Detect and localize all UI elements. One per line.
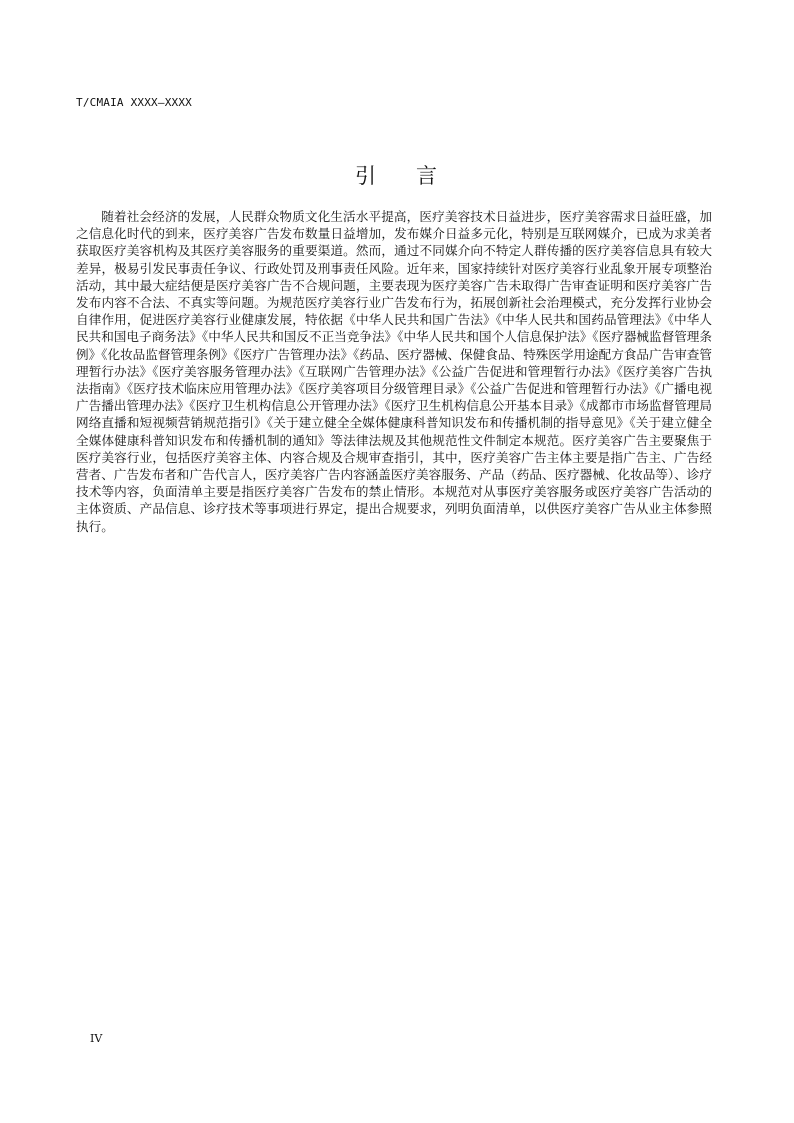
document-code: T/CMAIA XXXX—XXXX [76, 96, 192, 109]
title-char-2: 言 [416, 164, 439, 188]
introduction-paragraph: 随着社会经济的发展，人民群众物质文化生活水平提高，医疗美容技术日益进步，医疗美容需求日益旺盛，加之信息化时代的到来，医疗美容广告发布数量日益增加，发布媒介日益多元化，特别是互联网媒介，已成为求美者获取医疗美容机构及其医疗美容服务的重要渠道。然而，通过不同媒介向不特定人群传播的医疗美容信息具有较大差异，极易引发民事责任争议、行政处罚及刑事责任风险。近年来，国家持续针对医疗美容行业乱象开展专项整治活动，其中最大症结便是医疗美容广告不合规问题，主要表现为医疗美容广告未取得广告审查证明和医疗美容广告发布内容不合法、不真实等问题。为规范医疗美容行业广告发布行为，拓展创新社会治理模式，充分发挥行业协会自律作用，促进医疗美容行业健康发展，特依据《中华人民共和国广告法》《中华人民共和国药品管理法》《中华人民共和国电子商务法》《中华人民共和国反不正当竞争法》《中华人民共和国个人信息保护法》《医疗器械监督管理条例》《化妆品监督管理条例》《医疗广告管理办法》《药品、医疗器械、保健食品、特殊医学用途配方食品广告审查管理暂行办法》《医疗美容服务管理办法》《互联网广告管理办法》《公益广告促进和管理暂行办法》《医疗美容广告执法指南》《医疗技术临床应用管理办法》《医疗美容项目分级管理目录》《公益广告促进和管理暂行办法》《广播电视广告播出管理办法》《医疗卫生机构信息公开管理办法》《医疗卫生机构信息公开基本目录》《成都市市场监督管理局网络直播和短视频营销规范指引》《关于建立健全全媒体健康科普知识发布和传播机制的指导意见》《关于建立健全全媒体健康科普知识发布和传播机制的通知》等法律法规及其他规范性文件制定本规范。医疗美容广告主要聚焦于医疗美容行业，包括医疗美容主体、内容合规及合规审查指引，其中，医疗美容广告主体主要是指广告主、广告经营者、广告发布者和广告代言人，医疗美容广告内容涵盖医疗美容服务、产品（药品、医疗器械、化妆品等）、诊疗技术等内容，负面清单主要是指医疗美容广告发布的禁止情形。本规范对从事医疗美容服务或医疗美容广告活动的主体资质、产品信息、诊疗技术等事项进行界定，提出合规要求，列明负面清单，以供医疗美容广告从业主体参照执行。 [76, 209, 712, 534]
page-number: IV [90, 1032, 103, 1045]
page-title [0, 160, 794, 190]
title-char-1: 引 [355, 164, 378, 188]
